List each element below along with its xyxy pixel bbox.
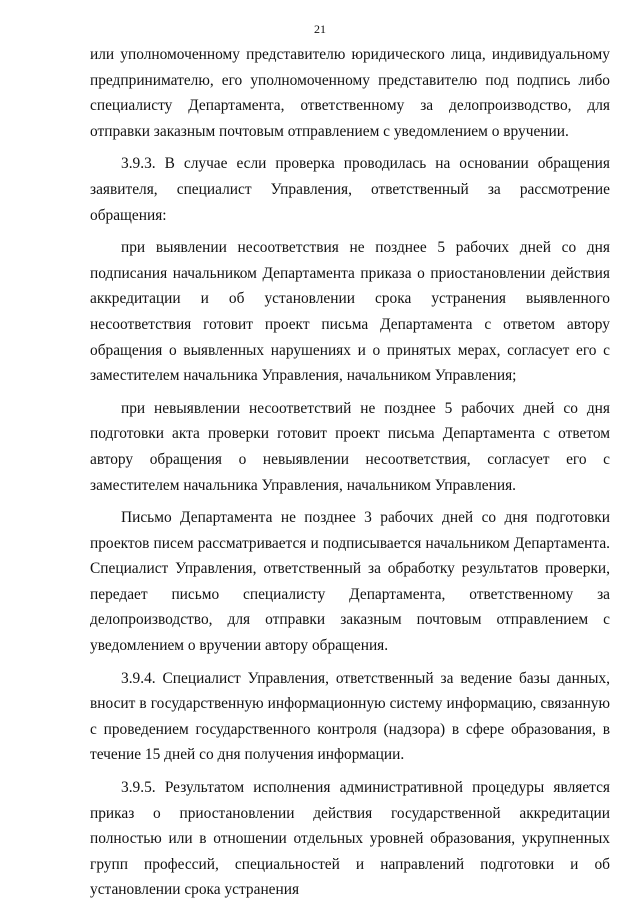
- page-number: 21: [314, 22, 326, 36]
- document-body: [90, 42, 610, 903]
- paragraph-continuation: или уполномоченному представителю юридического лица, индивидуальному предпринимателю, его уполномоченному представителю под подпись либо специалисту Департамента, ответственному за делопроизводство, для отправки заказным почтовым отправлением с уведомлением о вручении.: [90, 46, 610, 140]
- paragraph-violation-found: при выявлении несоответствия не позднее 5 рабочих дней со дня подписания начальником Департамента приказа о приостановлении действия аккредитации и об установлении срока устранения выявленного несоответствия готовит проект письма Департамента с ответом автору обращения о выявленных нарушениях и о принятых мерах, согласует его с заместителем начальника Управления, начальником Управления;: [90, 239, 610, 385]
- paragraph-3-9-3: 3.9.3. В случае если проверка проводилась на основании обращения заявителя, специалист Управления, ответственный за рассмотрение обращения:: [90, 155, 610, 224]
- paragraph-3-9-4: 3.9.4. Специалист Управления, ответственный за ведение базы данных, вносит в государственную информационную систему информацию, связанную с проведением государственного контроля (надзора) в сфере образования, в течение 15 дней со дня получения информации.: [90, 669, 610, 764]
- paragraph-no-violation: при невыявлении несоответствий не позднее 5 рабочих дней со дня подготовки акта проверки готовит проект письма Департамента с ответом автору обращения о невыявлении несоответствия, согласует его с заместителем начальника Управления, начальником Управления.: [90, 399, 610, 494]
- paragraph-letter: Письмо Департамента не позднее 3 рабочих дней со дня подготовки проектов писем рассматривается и подписывается начальником Департамента. Специалист Управления, ответственный за обработку результатов проверки, передает письмо специалисту Департамента, ответственному за делопроизводство, для отправки заказным почтовым отправлением с уведомлением о вручении автору обращения.: [90, 509, 610, 655]
- paragraph-3-9-5: 3.9.5. Результатом исполнения административной процедуры является приказ о приостановлении действия государственной аккредитации полностью или в отношении отдельных уровней образования, укрупненных групп профессий, специальностей и направлений подготовки и об установлении срока устранения: [90, 779, 610, 899]
